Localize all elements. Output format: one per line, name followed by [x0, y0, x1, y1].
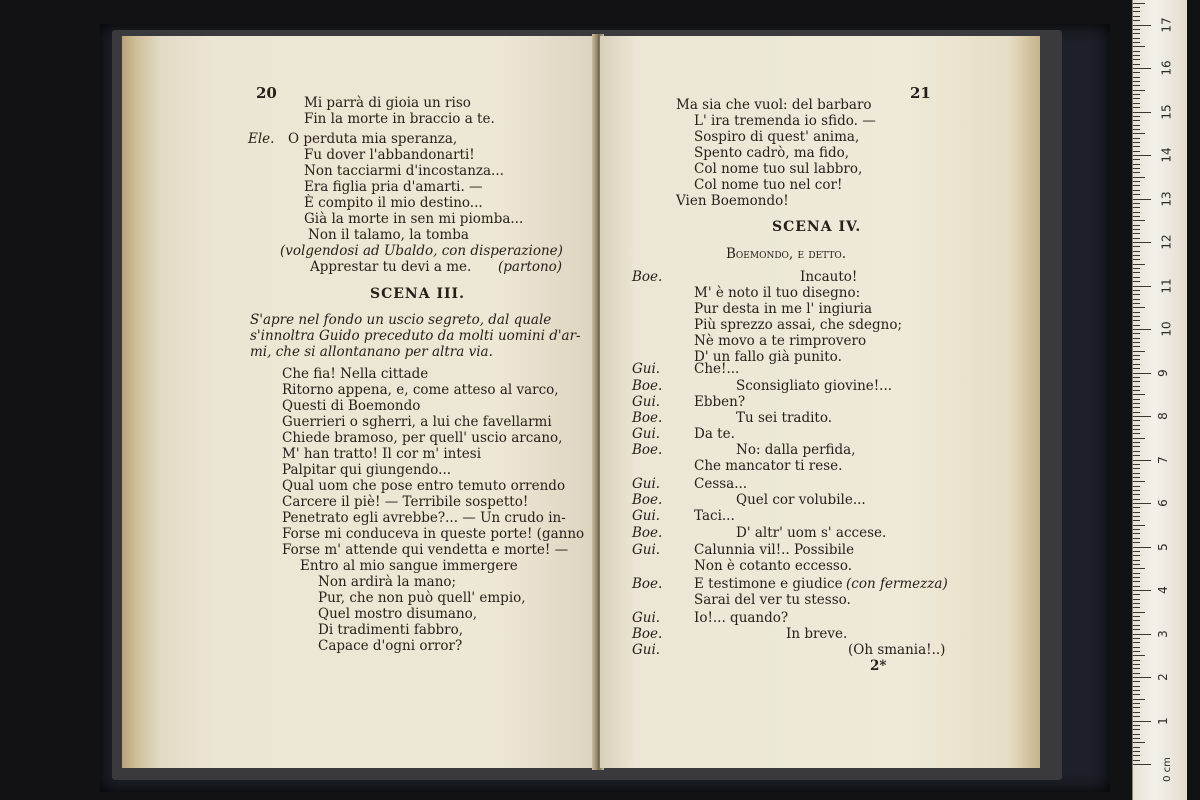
ruler-tick [1133, 594, 1140, 595]
ruler-tick [1133, 707, 1140, 708]
ruler-number: 11 [1159, 277, 1174, 294]
ruler-tick [1133, 686, 1140, 687]
ruler-tick [1133, 368, 1140, 369]
speaker-label: Gui. [632, 361, 661, 377]
ruler-tick [1133, 494, 1140, 495]
ruler-tick [1133, 72, 1140, 73]
ruler-tick [1133, 142, 1140, 143]
ruler-tick [1133, 364, 1140, 365]
ruler-tick [1133, 551, 1140, 552]
speaker-label: Boe. [632, 410, 663, 426]
verse-line: Questi di Boemondo [282, 398, 421, 414]
ruler-tick [1133, 251, 1140, 252]
ruler-tick [1133, 268, 1140, 269]
measurement-ruler [1132, 0, 1187, 800]
verse-line: Guerrieri o sgherri, a lui che favellarmi [282, 414, 552, 430]
ruler-tick [1133, 207, 1140, 208]
verse-line: Che mancator ti rese. [694, 458, 843, 474]
ruler-tick [1133, 721, 1151, 722]
ruler-tick [1133, 90, 1145, 91]
ruler-tick [1133, 668, 1140, 669]
verse-line: Pur desta in me l' ingiuria [694, 301, 873, 317]
scene-subtitle: Boemondo, e detto. [726, 246, 847, 262]
ruler-tick [1133, 612, 1145, 613]
ruler-tick [1133, 390, 1140, 391]
ruler-number: 10 [1159, 321, 1174, 337]
ruler-tick [1133, 433, 1140, 434]
ruler-tick [1133, 547, 1151, 548]
verse-line: E testimone e giudice [694, 576, 843, 592]
ruler-tick [1133, 316, 1140, 317]
ruler-tick [1133, 694, 1140, 695]
signature-mark: 2* [870, 658, 887, 674]
ruler-tick [1133, 651, 1140, 652]
verse-line: Entro al mio sangue immergere [300, 558, 518, 574]
ruler-tick [1133, 542, 1140, 543]
verse-line: Col nome tuo sul labbro, [694, 161, 863, 177]
ruler-tick [1133, 129, 1140, 130]
ruler-tick [1133, 725, 1140, 726]
speaker-label: Gui. [632, 508, 661, 524]
verse-line: Taci... [694, 508, 735, 524]
ruler-tick [1133, 233, 1140, 234]
verse-line: Calunnia vil!.. Possibile [694, 542, 855, 558]
verse-line: Io!... quando? [694, 610, 789, 626]
ruler-tick [1133, 146, 1140, 147]
ruler-tick [1133, 486, 1140, 487]
ruler-tick [1133, 525, 1145, 526]
ruler-tick [1133, 116, 1140, 117]
ruler-tick [1133, 664, 1140, 665]
scene-direction-line: mi, che si allontanano per altra via. [250, 344, 493, 360]
speaker-label: Gui. [632, 642, 661, 658]
ruler-tick [1133, 464, 1140, 465]
ruler-tick [1133, 420, 1140, 421]
ruler-tick [1133, 42, 1140, 43]
verse-line: Pur, che non può quell' empio, [318, 590, 526, 606]
ruler-tick [1133, 98, 1140, 99]
ruler-tick [1133, 520, 1140, 521]
ruler-tick [1133, 20, 1140, 21]
ruler-tick [1133, 155, 1151, 156]
verse-line: Quel mostro disumano, [318, 606, 478, 622]
verse-line: L' ira tremenda io sfido. — [694, 113, 876, 129]
speaker-label: Boe. [632, 626, 663, 642]
ruler-tick [1133, 477, 1140, 478]
ruler-tick [1133, 512, 1140, 513]
ruler-tick [1133, 516, 1140, 517]
verse-line: O perduta mia speranza, [288, 131, 458, 147]
ruler-number: 1 [1155, 716, 1170, 725]
ruler-tick [1133, 255, 1140, 256]
ruler-tick [1133, 460, 1151, 461]
ruler-tick [1133, 499, 1140, 500]
ruler-tick [1133, 172, 1140, 173]
ruler-tick [1133, 729, 1140, 730]
ruler-tick [1133, 294, 1140, 295]
verse-line: Nè movo a te rimprovero [694, 333, 867, 349]
ruler-tick [1133, 359, 1140, 360]
ruler-tick [1133, 747, 1140, 748]
stage-direction: (con fermezza) [846, 576, 948, 592]
ruler-tick [1133, 338, 1140, 339]
ruler-number: 3 [1155, 629, 1170, 638]
ruler-tick [1133, 742, 1145, 743]
verse-line: Cessa... [694, 476, 748, 492]
aside-line: (Oh smania!..) [848, 642, 946, 658]
ruler-tick [1133, 751, 1140, 752]
speaker-label: Gui. [632, 610, 661, 626]
ruler-tick [1133, 403, 1140, 404]
ruler-tick [1133, 38, 1140, 39]
ruler-tick [1133, 59, 1140, 60]
ruler-tick [1133, 412, 1140, 413]
ruler-tick [1133, 620, 1140, 621]
ruler-tick [1133, 7, 1140, 8]
ruler-tick [1133, 442, 1140, 443]
ruler-tick [1133, 677, 1151, 678]
speaker-label: Boe. [632, 269, 663, 285]
ruler-tick [1133, 351, 1145, 352]
ruler-tick [1133, 333, 1140, 334]
verse-line: Ma sia che vuol: del barbaro [676, 97, 872, 113]
scene-title: SCENA IV. [772, 219, 862, 235]
ruler-number: 14 [1159, 147, 1174, 163]
ruler-tick [1133, 138, 1140, 139]
ruler-tick [1133, 11, 1140, 12]
ruler-number: 15 [1159, 103, 1174, 120]
ruler-unit-label: 0 cm [1161, 757, 1173, 782]
verse-line: Da te. [694, 426, 735, 442]
ruler-tick [1133, 25, 1151, 26]
ruler-tick [1133, 246, 1140, 247]
ruler-number: 6 [1155, 499, 1170, 507]
ruler-tick [1133, 755, 1140, 756]
ruler-tick [1133, 94, 1140, 95]
ruler-tick [1133, 151, 1140, 152]
ruler-tick [1133, 425, 1140, 426]
ruler-tick [1133, 568, 1145, 569]
ruler-tick [1133, 312, 1140, 313]
verse-line: No: dalla perfida, [736, 442, 856, 458]
speaker-label: Boe. [632, 525, 663, 541]
ruler-tick [1133, 272, 1140, 273]
ruler-tick [1133, 590, 1151, 591]
speaker-label: Ele. [248, 131, 275, 147]
ruler-tick [1133, 577, 1140, 578]
ruler-tick [1133, 346, 1140, 347]
verse-line: Chiede bramoso, per quell' uscio arcano, [282, 430, 563, 446]
verse-line: Non tacciarmi d'incostanza... [304, 163, 504, 179]
ruler-tick [1133, 159, 1140, 160]
verse-line: Spento cadrò, ma fido, [694, 145, 850, 161]
verse-line: Forse mi conduceva in queste porte! (ganno [282, 526, 585, 542]
ruler-tick [1133, 112, 1151, 113]
verse-line: Tu sei tradito. [736, 410, 833, 426]
ruler-tick [1133, 77, 1140, 78]
speaker-label: Boe. [632, 576, 663, 592]
ruler-tick [1133, 51, 1140, 52]
ruler-tick [1133, 468, 1140, 469]
verse-line: Più sprezzo assai, che sdegno; [694, 317, 903, 333]
verse-line: Sconsigliato giovine!... [736, 378, 893, 394]
verse-line: Forse m' attende qui vendetta e morte! — [282, 542, 569, 558]
ruler-tick [1133, 703, 1140, 704]
ruler-tick [1133, 238, 1140, 239]
verse-line: Ritorno appena, e, come atteso al varco, [282, 382, 559, 398]
scene-direction-line: S'apre nel fondo un uscio segreto, dal quale [250, 312, 552, 328]
ruler-tick [1133, 455, 1140, 456]
ruler-tick [1133, 660, 1140, 661]
ruler-tick [1133, 529, 1140, 530]
verse-line: M' è noto il tuo disegno: [694, 285, 861, 301]
ruler-tick [1133, 299, 1140, 300]
ruler-tick [1133, 168, 1140, 169]
ruler-tick [1133, 473, 1140, 474]
ruler-tick [1133, 599, 1140, 600]
ruler-tick [1133, 642, 1140, 643]
verse-line: Non il talamo, la tomba [308, 227, 469, 243]
ruler-tick [1133, 225, 1140, 226]
verse-line: Palpitar qui giungendo... [282, 462, 452, 478]
ruler-tick [1133, 3, 1145, 4]
ruler-number: 17 [1159, 16, 1174, 33]
ruler-tick [1133, 416, 1151, 417]
verse-line: Col nome tuo nel cor! [694, 177, 843, 193]
ruler-tick [1133, 203, 1140, 204]
verse-line: In breve. [786, 626, 848, 642]
ruler-tick [1133, 264, 1145, 265]
ruler-tick [1133, 573, 1140, 574]
ruler-tick [1133, 325, 1140, 326]
ruler-tick [1133, 320, 1140, 321]
verse-line: Carcere il piè! — Terribile sospetto! [282, 494, 529, 510]
verse-line: Quel cor volubile... [736, 492, 866, 508]
ruler-tick [1133, 490, 1140, 491]
ruler-tick [1133, 55, 1140, 56]
verse-line: È compito il mio destino... [304, 195, 483, 211]
ruler-tick [1133, 638, 1140, 639]
ruler-tick [1133, 603, 1140, 604]
ruler-tick [1133, 407, 1140, 408]
ruler-tick [1133, 681, 1140, 682]
speaker-label: Boe. [632, 492, 663, 508]
ruler-tick [1133, 533, 1140, 534]
ruler-tick [1133, 68, 1151, 69]
page-number: 20 [256, 84, 277, 102]
speaker-label: Boe. [632, 442, 663, 458]
scene-direction-line: s'innoltra Guido preceduto da molti uomini d'ar- [250, 328, 581, 344]
ruler-tick [1133, 760, 1140, 761]
ruler-number: 4 [1155, 586, 1170, 594]
ruler-tick [1133, 560, 1140, 561]
ruler-tick [1133, 281, 1140, 282]
ruler-tick [1133, 29, 1140, 30]
ruler-number: 2 [1155, 673, 1170, 681]
ruler-tick [1133, 329, 1151, 330]
ruler-tick [1133, 716, 1140, 717]
verse-line: Di tradimenti fabbro, [318, 622, 464, 638]
ruler-tick [1133, 673, 1140, 674]
ruler-tick [1133, 194, 1140, 195]
verse-line: Era figlia pria d'amarti. — [304, 179, 483, 195]
ruler-tick [1133, 712, 1140, 713]
ruler-tick [1133, 734, 1140, 735]
ruler-tick [1133, 120, 1140, 121]
speaker-label: Gui. [632, 476, 661, 492]
ruler-tick [1133, 555, 1140, 556]
ruler-tick [1133, 394, 1145, 395]
ruler-tick [1133, 107, 1140, 108]
ruler-tick [1133, 655, 1145, 656]
verse-line: Fin la morte in braccio a te. [304, 111, 495, 127]
ruler-tick [1133, 212, 1140, 213]
verse-line: Vien Boemondo! [676, 193, 789, 209]
verse-line: Non è cotanto eccesso. [694, 558, 853, 574]
ruler-tick [1133, 616, 1140, 617]
ruler-tick [1133, 625, 1140, 626]
ruler-tick [1133, 290, 1140, 291]
ruler-tick [1133, 16, 1140, 17]
ruler-tick [1133, 738, 1140, 739]
verse-line: Sospiro di quest' anima, [694, 129, 860, 145]
ruler-tick [1133, 607, 1140, 608]
ruler-number: 12 [1159, 234, 1174, 250]
ruler-tick [1133, 64, 1140, 65]
ruler-tick [1133, 46, 1145, 47]
ruler-tick [1133, 242, 1151, 243]
ruler-tick [1133, 451, 1140, 452]
ruler-tick [1133, 446, 1140, 447]
ruler-tick [1133, 373, 1151, 374]
stage-direction: (volgendosi ad Ubaldo, con disperazione) [280, 243, 563, 259]
verse-line: Già la morte in sen mi piomba... [304, 211, 524, 227]
verse-line: Apprestar tu devi a me. [310, 259, 472, 275]
ruler-tick [1133, 259, 1140, 260]
verse-line: D' un fallo già punito. [694, 349, 842, 365]
ruler-tick [1133, 177, 1145, 178]
verse-line: M' han tratto! Il cor m' intesi [282, 446, 482, 462]
page-number: 21 [910, 84, 931, 102]
ruler-tick [1133, 647, 1140, 648]
speaker-label: Gui. [632, 394, 661, 410]
ruler-tick [1133, 429, 1140, 430]
right-page [600, 36, 1040, 768]
verse-line: Capace d'ogni orror? [318, 638, 463, 654]
speaker-label: Boe. [632, 378, 663, 394]
ruler-tick [1133, 586, 1140, 587]
ruler-tick [1133, 355, 1140, 356]
ruler-tick [1133, 125, 1140, 126]
ruler-number: 5 [1155, 542, 1170, 551]
ruler-tick [1133, 216, 1140, 217]
ruler-tick [1133, 164, 1140, 165]
ruler-tick [1133, 438, 1145, 439]
ruler-tick [1133, 286, 1151, 287]
verse-line: Sarai del ver tu stesso. [694, 592, 851, 608]
ruler-tick [1133, 220, 1145, 221]
verse-line: Ebben? [694, 394, 746, 410]
ruler-tick [1133, 277, 1140, 278]
ruler-tick [1133, 764, 1151, 765]
ruler-tick [1133, 481, 1145, 482]
speaker-label: Gui. [632, 542, 661, 558]
ruler-tick [1133, 629, 1140, 630]
ruler-tick [1133, 634, 1151, 635]
ruler-number: 9 [1155, 368, 1170, 377]
ruler-number: 8 [1155, 412, 1170, 420]
ruler-tick [1133, 33, 1140, 34]
ruler-tick [1133, 507, 1140, 508]
ruler-tick [1133, 581, 1140, 582]
verse-line: Incauto! [800, 269, 858, 285]
exit-direction: (partono) [498, 259, 563, 275]
ruler-number: 16 [1159, 60, 1174, 76]
ruler-tick [1133, 386, 1140, 387]
ruler-number: 7 [1155, 455, 1170, 464]
ruler-tick [1133, 307, 1145, 308]
ruler-tick [1133, 399, 1140, 400]
ruler-tick [1133, 342, 1140, 343]
verse-line: Che!... [694, 361, 740, 377]
speaker-label: Gui. [632, 426, 661, 442]
verse-line: Qual uom che pose entro temuto orrendo [282, 478, 566, 494]
ruler-tick [1133, 133, 1145, 134]
verse-line: Che fia! Nella cittade [282, 366, 429, 382]
verse-line: D' altr' uom s' accese. [736, 525, 887, 541]
verse-line: Non ardirà la mano; [318, 574, 457, 590]
verse-line: Fu dover l'abbandonarti! [304, 147, 475, 163]
ruler-tick [1133, 699, 1145, 700]
left-page [122, 36, 594, 768]
ruler-tick [1133, 503, 1151, 504]
ruler-tick [1133, 103, 1140, 104]
ruler-tick [1133, 199, 1151, 200]
ruler-tick [1133, 229, 1140, 230]
ruler-tick [1133, 81, 1140, 82]
ruler-tick [1133, 181, 1140, 182]
ruler-tick [1133, 85, 1140, 86]
ruler-tick [1133, 690, 1140, 691]
verse-line: Mi parrà di gioia un riso [304, 95, 471, 111]
scene-title: SCENA III. [370, 286, 465, 302]
ruler-tick [1133, 303, 1140, 304]
ruler-tick [1133, 190, 1140, 191]
ruler-number: 13 [1159, 190, 1174, 207]
ruler-tick [1133, 377, 1140, 378]
ruler-tick [1133, 381, 1140, 382]
ruler-tick [1133, 185, 1140, 186]
ruler-tick [1133, 564, 1140, 565]
ruler-tick [1133, 538, 1140, 539]
verse-line: Penetrato egli avrebbe?... — Un crudo in- [282, 510, 566, 526]
